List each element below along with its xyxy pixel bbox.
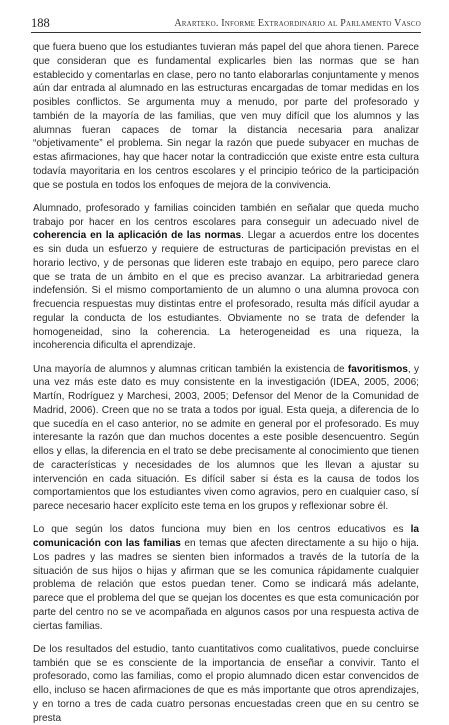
- paragraph-text: Una mayoría de alumnos y alumnas critican también la existencia de: [33, 363, 348, 375]
- paragraph-text: . Llegar a acuerdos entre los docentes es sin duda un esfuerzo y requiere de estructuras de participación previstas en el horario lectivo, y de personas que lideren este trabajo en equipo, pero parece claro que se trata de un ámbito en el que es preciso avanzar. La arbitrariedad genera indefensión. Si el mismo comportamiento de un alumno o una alumna provoca con frecuencia respuestas muy distintas entre el profesorado, resulta más difícil ayudar a regular la conducta de los estudiantes. Obviamente no se trata de defender la homogeneidad, sino la coherencia. La heterogeneidad es una riqueza, la incoherencia dificulta el aprendizaje.: [33, 230, 419, 352]
- paragraph-text: De los resultados del estudio, tanto cuantitativos como cualitativos, puede concluirse también que se es consciente de la importancia de enseñar a convivir. Tanto el profesorado, como las familias, como el propio alumnado dicen estar convencidos de ello, incluso se hacen afirmaciones de que es más importante que otros aprendizajes, y en torno a tres de cada cuatro personas encuestadas creen que en su centro se presta: [33, 643, 419, 724]
- paragraph-2: [33, 202, 419, 353]
- body-text: [33, 41, 419, 725]
- paragraph-text: Alumnado, profesorado y familias coinciden también en señalar que queda mucho trabajo por hacer en los centros escolares para conseguir un adecuado nivel de: [33, 202, 419, 228]
- paragraph-5: [33, 643, 419, 725]
- page-header: [31, 16, 421, 33]
- running-title: Ararteko. Informe Extraordinario al Parlamento Vasco: [174, 18, 421, 29]
- paragraph-text: que fuera bueno que los estudiantes tuvieran más papel del que ahora tienen. Parece que consideran que es fundamental explicarles bien las normas que se han establecido y comentarlas en clase, pero no tanto elaborarlas conjuntamente y menos aún dar entrada al alumnado en las estructuras encargadas de tomar medidas en los posibles conflictos. Se argumenta muy a menudo, por parte del profesorado y también de la mayoría de las familias, que ven muy difícil que los alumnos y las alumnas fueran capaces de tomar la distancia necesaria para analizar “objetivamente” el problema. Sin negar la razón que puede subyacer en muchas de estas afirmaciones, hay que hacer notar la contradicción que existe entre esta cultura todavía mayoritaria en los centros escolares y el principio teórico de la participación que se postula en todos los enfoques de mejora de la convivencia.: [33, 42, 419, 191]
- page-number: 188: [31, 16, 50, 30]
- paragraph-text: , y una vez más este dato es muy consistente en la investigación (IDEA, 2005, 2006; Martín, Rodríguez y Marchesi, 2003, 2005; Defensor del Menor de la Comunidad de Madrid, 2006). Creen que no se trata a todos por igual. Esta queja, a diferencia de lo que sucedía en el caso anterior, no se admite en general por el profesorado. Es muy interesante la razón que dan muchos docentes a este posible desencuentro. Según ellos y ellas, la diferencia en el trato se debe precisamente al conocimiento que tienen de características y necesidades de los alumnos que les llevan a ajustar su intervención en cada situación. Es difícil saber si ésta es la causa de todos los comportamientos que los estudiantes viven como agravios, pero en cualquier caso, sí parece necesario hacer explícito este tema en los grupos y reflexionar sobre él.: [33, 363, 419, 512]
- paragraph-text: Lo que según los datos funciona muy bien en los centros educativos es: [33, 524, 411, 536]
- paragraph-text: en temas que afecten directamente a su hijo o hija. Los padres y las madres se sienten bien informados a través de la tutoría de la situación de sus hijos o hijas y afirman que se les comunica rápidamente cualquier problema de relación que estos puedan tener. Como se indicará más adelante, parece que el problema del que se quejan los docentes es que esta comunicación por parte del centro no se ve acompañada en algunos casos por una respuesta activa de ciertas familias.: [33, 538, 419, 632]
- emphasis-coherencia: coherencia en la aplicación de las normas: [33, 230, 242, 242]
- emphasis-comunicacion: la comunicación con las familias: [33, 524, 419, 549]
- paragraph-1: [33, 41, 419, 192]
- emphasis-favoritismos: favoritismos: [347, 363, 408, 375]
- paragraph-4: [33, 523, 419, 633]
- paragraph-3: [33, 363, 419, 514]
